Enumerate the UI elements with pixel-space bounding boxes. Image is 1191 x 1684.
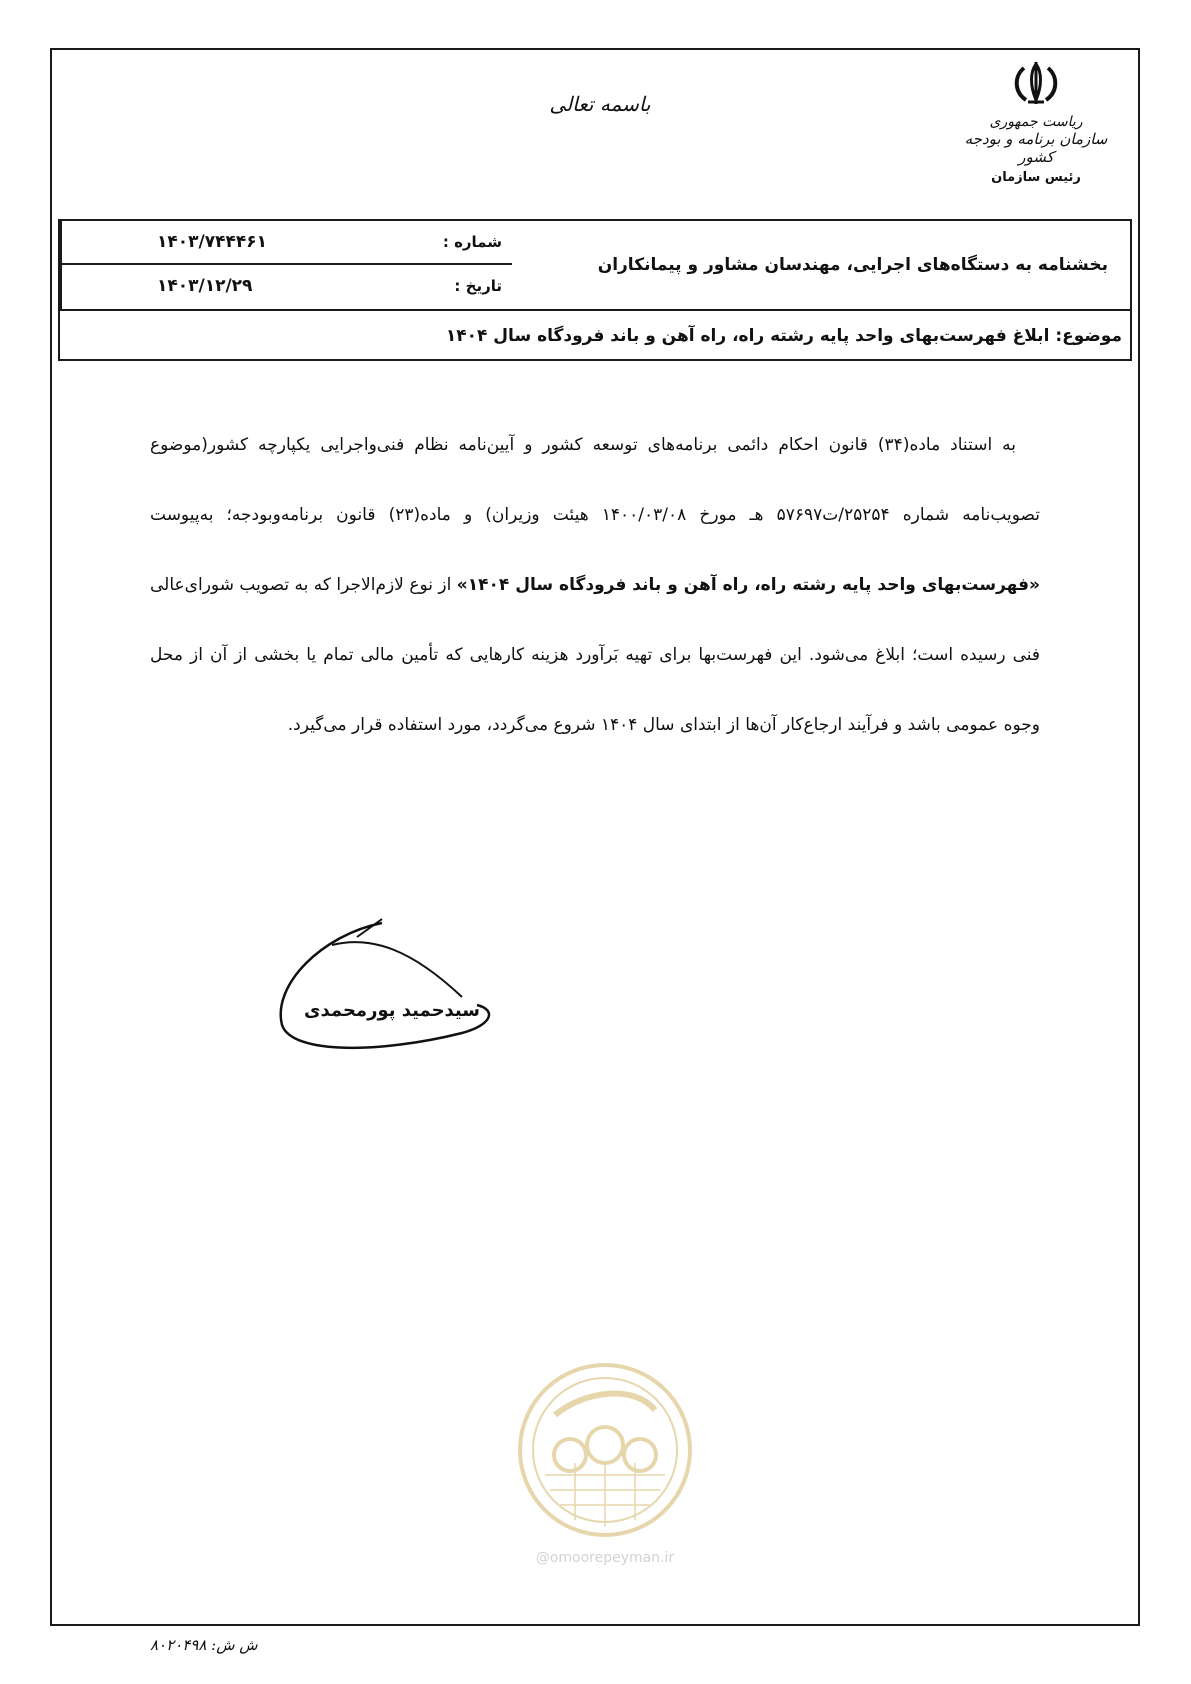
letterhead bbox=[961, 60, 1111, 186]
watermark-caption: @omoorepeyman.ir bbox=[535, 1550, 675, 1566]
footer-reference: ش ش: ۸۰۲۰۴۹۸ bbox=[150, 1636, 258, 1654]
header-table bbox=[58, 219, 1132, 361]
body-part-1: به استناد ماده(۳۴) قانون احکام دائمی برنامه‌های توسعه کشور و آیین‌نامه نظام فنی‌واجرایی یکپارچه کشور(موضوع تصویب‌نامه شماره ۲۵۲۵۴/ت۵۷۶۹۷ هـ مورخ ۱۴۰۰/۰۳/۰۸ هیئت وزیران) و ماده(۲۳) قانون برنامه‌وبودجه؛ به‌پیوست bbox=[150, 435, 1041, 525]
subject: موضوع: ابلاغ فهرست‌بهای واحد پایه رشته راه، راه آهن و باند فرودگاه سال ۱۴۰۴ bbox=[60, 309, 1130, 361]
date-label: تاریخ : bbox=[454, 277, 502, 295]
signature-block bbox=[262, 905, 502, 1055]
omoorepeyman-logo-icon bbox=[505, 1355, 705, 1545]
signer-name: سیدحمید پورمحمدی bbox=[304, 1000, 480, 1021]
body-paragraph bbox=[150, 410, 1040, 760]
signature-scribble-icon bbox=[262, 905, 502, 1055]
date-value: ۱۴۰۳/۱۲/۲۹ bbox=[157, 276, 253, 296]
meta-box bbox=[60, 221, 512, 309]
date-row bbox=[62, 265, 512, 309]
watermark bbox=[505, 1355, 705, 1575]
number-row bbox=[62, 221, 512, 265]
body-bold-title: «فهرست‌بهای واحد پایه رشته راه، راه آهن و باند فرودگاه سال ۱۴۰۴» bbox=[456, 575, 1040, 595]
number-label: شماره : bbox=[442, 233, 502, 251]
org-name: سازمان برنامه و بودجه کشور bbox=[964, 130, 1108, 166]
org-presidency: ریاست جمهوری bbox=[989, 114, 1083, 130]
body-part-2: از نوع لازم‌الاجرا که به تصویب شورای‌عالی فنی رسیده است؛ ابلاغ می‌شود. این فهرست‌بها برای تهیه بَرآورد هزینه کارهایی که تأمین مالی تمام یا بخشی از آن از محل وجوه عمومی باشد و فرآیند ارجاع‌کار آن‌ها از ابتدای سال ۱۴۰۴ شروع می‌گردد، مورد استفاده قرار می‌گیرد. bbox=[150, 575, 1040, 735]
iran-emblem-icon bbox=[1006, 60, 1066, 108]
letter-body bbox=[150, 410, 1040, 760]
invocation: باسمه تعالی bbox=[549, 92, 651, 116]
org-role: رئیس سازمان bbox=[991, 170, 1081, 185]
number-value: ۱۴۰۳/۷۴۴۴۶۱ bbox=[157, 232, 267, 252]
recipients: بخشنامه به دستگاه‌های اجرایی، مهندسان مشاور و پیمانکاران bbox=[597, 255, 1108, 275]
